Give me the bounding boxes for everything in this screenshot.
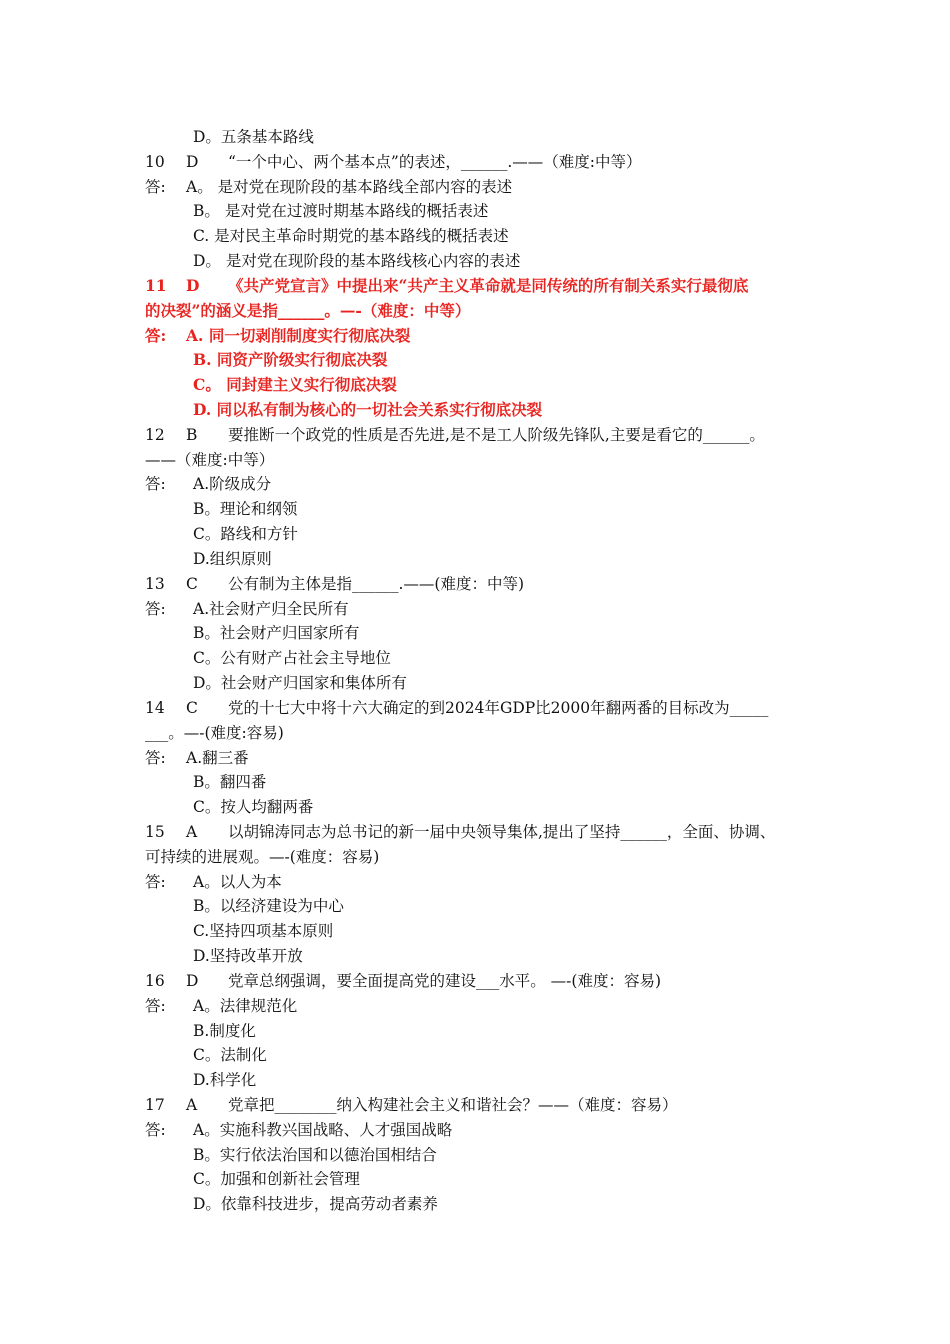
answer-key: D: [186, 971, 199, 990]
option-line: [0, 1043, 950, 1067]
answer-line: [0, 994, 950, 1018]
question-number: 16: [145, 971, 165, 990]
question-text: 党章把________纳入构建社会主义和谐社会？——（难度：容易）: [228, 1095, 678, 1114]
answer-key: D: [186, 275, 200, 295]
question-number: 17: [145, 1095, 165, 1114]
question-line: [0, 274, 950, 298]
question-text: 可持续的进展观。—-(难度：容易): [145, 847, 380, 866]
option-text: A.社会财产归全民所有: [193, 599, 349, 618]
option-text: D。五条基本路线: [193, 128, 314, 146]
question-text: ——（难度:中等）: [145, 450, 275, 469]
option-line: [0, 671, 950, 695]
option-line: [0, 1068, 950, 1092]
question-continuation: [0, 721, 950, 745]
question-text: 党章总纲强调，要全面提高党的建设___水平。 —-(难度：容易): [228, 971, 662, 990]
option-line: [0, 547, 950, 571]
question-line: [0, 820, 950, 844]
question-text: ___。—-(难度:容易): [145, 723, 284, 742]
answer-label: 答:: [145, 475, 166, 494]
option-text: D.科学化: [193, 1071, 257, 1090]
option-line: [0, 348, 950, 372]
answer-line: [0, 175, 950, 199]
question-line: [0, 696, 950, 720]
option-text: B。实行依法治国和以德治国相结合: [193, 1145, 437, 1164]
option-text: B。翻四番: [193, 773, 267, 792]
question-line: [0, 572, 950, 596]
option-text: D. 同以私有制为核心的一切社会关系实行彻底决裂: [193, 400, 543, 420]
question-number: 12: [145, 425, 165, 444]
option-text: C。路线和方针: [193, 525, 298, 544]
question-number: 14: [145, 698, 165, 717]
question-line: [0, 1093, 950, 1117]
option-text: D。依靠科技进步，提高劳动者素养: [193, 1195, 438, 1214]
option-text: C。按人均翻两番: [193, 798, 314, 817]
option-text: B. 同资产阶级实行彻底决裂: [193, 350, 388, 370]
option-text: C。 同封建主义实行彻底决裂: [193, 375, 397, 395]
answer-label: 答:: [145, 996, 166, 1015]
option-text: A.阶级成分: [193, 475, 272, 494]
answer-label: 答:: [145, 177, 166, 196]
answer-label: 答:: [145, 872, 166, 891]
answer-label: 答:: [145, 599, 166, 618]
question-number: 10: [145, 152, 165, 171]
answer-key: C: [186, 698, 198, 717]
option-text: A. 同一切剥削制度实行彻底决裂: [186, 325, 411, 345]
answer-line: [0, 870, 950, 894]
question-continuation: [0, 845, 950, 869]
option-line: [0, 894, 950, 918]
option-line: [0, 944, 950, 968]
question-text: 《共产党宣言》中提出来“共产主义革命就是同传统的所有制关系实行最彻底: [228, 275, 749, 295]
option-text: B.制度化: [193, 1021, 256, 1040]
question-continuation: [0, 448, 950, 472]
answer-line: [0, 472, 950, 496]
option-text: D。社会财产归国家和集体所有: [193, 674, 407, 693]
option-line: [0, 1192, 950, 1216]
option-line: [0, 919, 950, 943]
answer-key: D: [186, 152, 199, 171]
option-line: [0, 621, 950, 645]
option-text: C。法制化: [193, 1046, 267, 1065]
question-number: 13: [145, 574, 165, 593]
question-text: “一个中心、两个基本点”的表述，______.——（难度:中等）: [228, 152, 642, 171]
option-text: A。法律规范化: [193, 996, 298, 1015]
answer-line: [0, 746, 950, 770]
answer-key: B: [186, 425, 198, 444]
option-text: C。公有财产占社会主导地位: [193, 649, 391, 668]
question-text: 的决裂”的涵义是指______。—-（难度：中等）: [145, 300, 471, 320]
question-text: 党的十七大中将十六大确定的到2024年GDP比2000年翻两番的目标改为_____: [228, 698, 769, 717]
answer-line: [0, 1118, 950, 1142]
option-text: B。以经济建设为中心: [193, 897, 344, 916]
option-line: [0, 497, 950, 521]
option-line: [0, 199, 950, 223]
answer-key: C: [186, 574, 198, 593]
option-text: A。 是对党在现阶段的基本路线全部内容的表述: [186, 177, 513, 196]
option-line: [0, 795, 950, 819]
option-line: [0, 249, 950, 273]
option-line: [0, 522, 950, 546]
option-text: C。加强和创新社会管理: [193, 1170, 360, 1189]
answer-label: 答:: [145, 325, 167, 345]
question-number: 15: [145, 822, 165, 841]
question-text: 公有制为主体是指______.——(难度：中等): [228, 574, 525, 593]
option-text: D.组织原则: [193, 549, 272, 568]
option-text: A。以人为本: [193, 872, 282, 891]
question-number: 11: [145, 275, 167, 295]
answer-line: [0, 324, 950, 348]
option-line: [0, 646, 950, 670]
option-text: B。 是对党在过渡时期基本路线的概括表述: [193, 202, 489, 221]
option-text: B。社会财产归国家所有: [193, 624, 360, 643]
question-line: [0, 423, 950, 447]
question-text: 要推断一个政党的性质是否先进,是不是工人阶级先锋队,主要是看它的______。: [228, 425, 765, 444]
option-text: A.翻三番: [186, 748, 249, 767]
option-text: C.坚持四项基本原则: [193, 922, 334, 941]
option-text: A。实施科教兴国战略、人才强国战略: [193, 1120, 453, 1139]
option-line: [0, 770, 950, 794]
option-text: D.坚持改革开放: [193, 947, 303, 966]
option-text: C. 是对民主革命时期党的基本路线的概括表述: [193, 227, 509, 246]
option-line: [0, 373, 950, 397]
option-line: [0, 1143, 950, 1167]
option-line: [0, 398, 950, 422]
question-line: [0, 150, 950, 174]
answer-label: 答:: [145, 1120, 166, 1139]
option-line: [0, 224, 950, 248]
option-line: [0, 1019, 950, 1043]
answer-key: A: [186, 822, 198, 841]
option-line: [0, 1167, 950, 1191]
option-text: D。 是对党在现阶段的基本路线核心内容的表述: [193, 252, 521, 271]
option-line: [0, 125, 950, 149]
question-line: [0, 969, 950, 993]
answer-line: [0, 597, 950, 621]
answer-label: 答:: [145, 748, 166, 767]
answer-key: A: [186, 1095, 198, 1114]
option-text: B。理论和纲领: [193, 500, 298, 519]
question-continuation: [0, 299, 950, 323]
question-text: 以胡锦涛同志为总书记的新一届中央领导集体,提出了坚持______，全面、协调、: [228, 822, 776, 841]
